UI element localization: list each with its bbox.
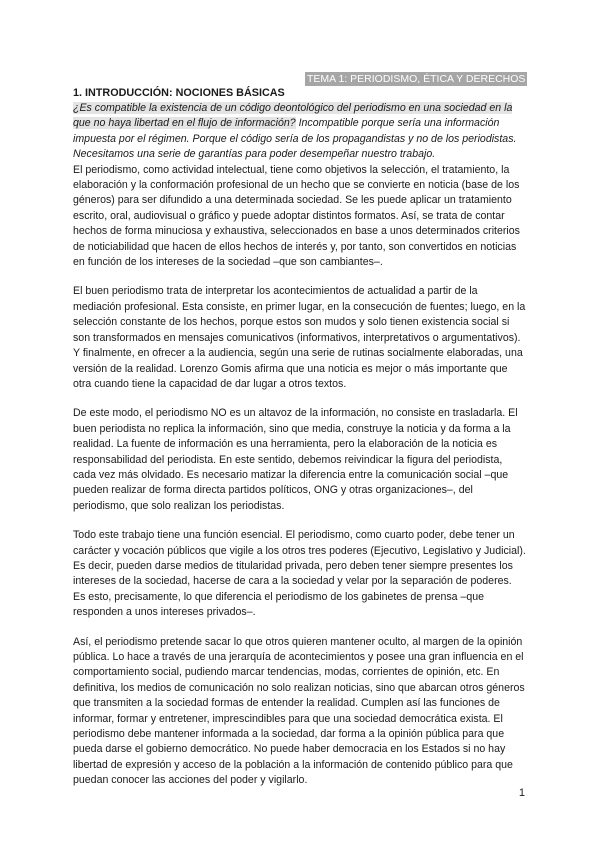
page-number: 1 [518,787,525,799]
chapter-header-tag: TEMA 1: PERIODISMO, ÉTICA Y DERECHOS [307,73,526,85]
paragraph: Todo este trabajo tiene una función esencial. El periodismo, como cuarto poder, debe tener un carácter y vocación públicos que vigile a los otros tres poderes (Ejecutivo, Legislativo y Judicial). Es decir, pueden darse medios de titularidad privada, pero deben tener siempre presentes los intereses de la sociedad, hacerse de cara a la sociedad y velar por la separación de poderes. Es esto, precisamente, lo que diferencia el periodismo de los gabinetes de prensa –que responden a unos intereses privados–. [73,529,526,619]
document-body [73,85,527,803]
intro-question: ¿Es compatible la existencia de un código deontológico del periodismo en una sociedad en la que no haya libertad en el flujo de información? [73,102,513,130]
intro-block [73,101,527,163]
section-title: 1. INTRODUCCIÓN: NOCIONES BÁSICAS [73,87,285,99]
paragraph: Así, el periodismo pretende sacar lo que otros quieren mantener oculto, al margen de la opinión pública. Lo hace a través de una jerarquía de acontecimientos y posee una gran influencia en el comportamiento social, pudiendo marcar tendencias, modas, corrientes de opinión, etc. En definitiva, los medios de comunicación no solo realizan noticias, sino que abarcan otros géneros que transmiten a la sociedad formas de entender la realidad. Cumplen así las funciones de informar, formar y entretener, imprescindibles para que una sociedad democrática exista. El periodismo debe mantener informada a la sociedad, dar forma a la opinión pública para que pueda darse el gobierno democrático. No puede haber democracia en los Estados si no hay libertad de expresión y acceso de la población a la información de contenido público para que puedan conocer las acciones del poder y vigilarlo. [73,635,525,787]
paragraph: El buen periodismo trata de interpretar los acontecimientos de actualidad a partir de la mediación profesional. Esta consiste, en primer lugar, en la consecución de fuentes; luego, en la selección constante de los hechos, porque estos son mudos y solo tienen existencia social si son transformados en mensajes comunicativos (informativos, interpretativos o argumentativos). Y finalmente, en ofrecer a la audiencia, según una serie de rutinas socialmente elaboradas, una versión de la realidad. Lorenzo Gomis afirma que una noticia es mejor o más importante que otra cuando tiene la capacidad de dar lugar a otros textos. [73,285,526,390]
paragraph: El periodismo, como actividad intelectual, tiene como objetivos la selección, el tratamiento, la elaboración y la conformación profesional de un hecho que se convierte en noticia (base de los géneros) para ser difundido a una determinada sociedad. Se les puede aplicar un tratamiento escrito, oral, audiovisual o gráfico y puede adoptar distintos formatos. Así, se trata de contar hechos de forma minuciosa y exhaustiva, seleccionados en base a unos determinados criterios de noticiabilidad que hacen de ellos hechos de interés y, por tanto, son convertidos en noticias en función de los intereses de la sociedad –que son cambiantes–. [73,163,520,269]
intro-answer: Incompatible porque sería una información impuesta por el régimen. Porque el código sería de los propagandistas y no de los periodistas. Necesitamos una serie de garantías para poder desempeñar nuestro trabajo. [73,117,517,161]
paragraph: De este modo, el periodismo NO es un altavoz de la información, no consiste en trasladarla. El buen periodista no replica la información, sino que media, construye la noticia y da forma a la realidad. La fuente de información es una herramienta, pero la elaboración de la noticia es responsabilidad del periodista. En este sentido, debemos reivindicar la figura del periodista, cada vez más olvidado. Es necesario matizar la diferencia entre la comunicación social –que pueden realizar de forma directa partidos políticos, ONG y otras organizaciones–, del periodismo, que solo realizan los periodistas. [73,407,518,512]
